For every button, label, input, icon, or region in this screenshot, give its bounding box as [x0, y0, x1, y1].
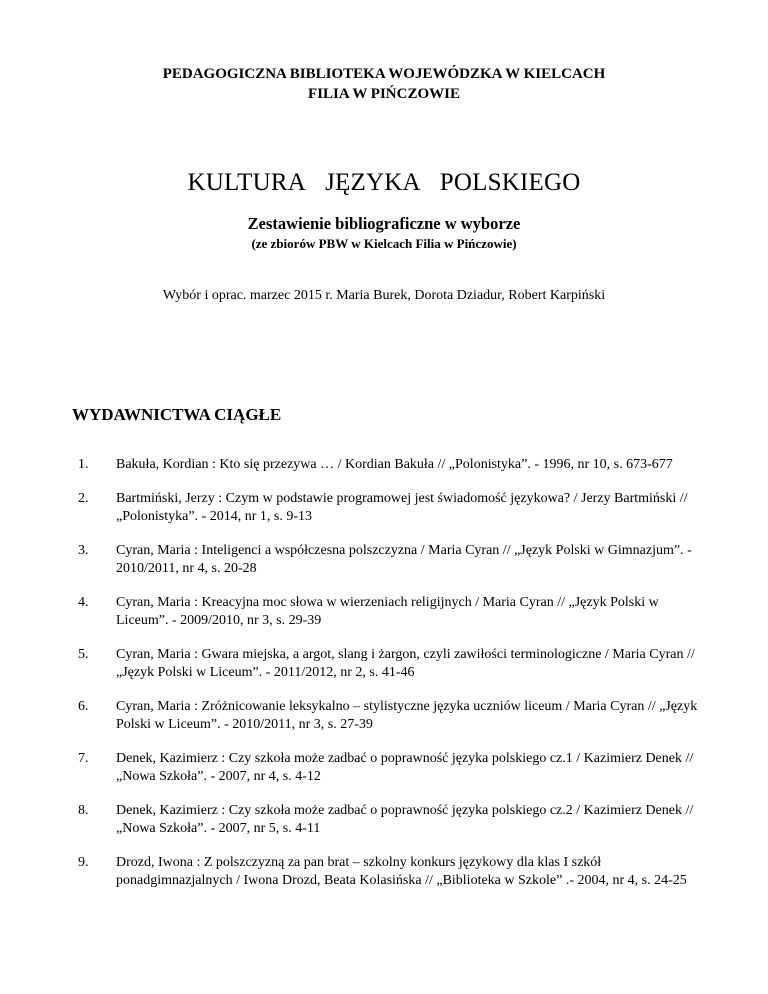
entry-citation: Denek, Kazimierz : Czy szkoła może zadbać o poprawność języka polskiego cz.2 / Kazimierz Denek // „Nowa Szkoła”. - 2007, nr 5, s. 4-11	[116, 803, 694, 836]
bibliography-entry	[78, 490, 698, 526]
bibliography-entry	[78, 456, 698, 474]
bibliography-list	[78, 456, 698, 906]
bibliography-entry	[78, 750, 698, 786]
entry-number: 8.	[78, 803, 89, 818]
bibliography-entry	[78, 802, 698, 838]
section-heading: WYDAWNICTWA CIĄGŁE	[72, 405, 282, 424]
bibliography-entry	[78, 542, 698, 578]
compilers-line: Wybór i oprac. marzec 2015 r. Maria Burek, Dorota Dziadur, Robert Karpiński	[162, 288, 606, 303]
entry-citation: Drozd, Iwona : Z polszczyzną za pan brat – szkolny konkurs językowy dla klas I szkół ponadgimnazjalnych / Iwona Drozd, Beata Kolasińska // „Biblioteka w Szkole” .- 2004, nr 4, s. 24-25	[116, 855, 687, 888]
bibliography-entry	[78, 594, 698, 630]
entry-citation: Cyran, Maria : Inteligenci a współczesna polszczyzna / Maria Cyran // „Język Polski w Gimnazjum”. - 2010/2011, nr 4, s. 20-28	[116, 543, 692, 576]
entry-number: 1.	[78, 457, 89, 472]
bibliography-entry	[78, 646, 698, 682]
library-name: PEDAGOGICZNA BIBLIOTEKA WOJEWÓDZKA W KIELCACH	[162, 66, 606, 82]
entry-number: 7.	[78, 751, 89, 766]
bibliography-entry	[78, 698, 698, 734]
document-subtitle: Zestawienie bibliograficzne w wyborze	[247, 214, 521, 233]
document-title: KULTURA JĘZYKA POLSKIEGO	[187, 169, 581, 196]
entry-citation: Cyran, Maria : Gwara miejska, a argot, slang i żargon, czyli zawiłości terminologiczne / Maria Cyran // „Język Polski w Liceum”. - 2011/2012, nr 2, s. 41-46	[116, 647, 695, 680]
entry-number: 9.	[78, 855, 89, 870]
entry-citation: Bakuła, Kordian : Kto się przezywa … / Kordian Bakuła // „Polonistyka”. - 1996, nr 10, s. 673-677	[116, 457, 673, 472]
entry-citation: Cyran, Maria : Zróżnicowanie leksykalno – stylistyczne języka uczniów liceum / Maria Cyran // „Język Polski w Liceum”. - 2010/2011, nr 3, s. 27-39	[116, 699, 698, 732]
entry-number: 6.	[78, 699, 89, 714]
entry-number: 2.	[78, 491, 89, 506]
entry-citation: Cyran, Maria : Kreacyjna moc słowa w wierzeniach religijnych / Maria Cyran // „Język Polski w Liceum”. - 2009/2010, nr 3, s. 29-39	[116, 595, 659, 628]
entry-citation: Bartmiński, Jerzy : Czym w podstawie programowej jest świadomość językowa? / Jerzy Bartmiński // „Polonistyka”. - 2014, nr 1, s. 9-13	[116, 491, 688, 524]
bibliography-entry	[78, 854, 698, 890]
library-branch: FILIA W PIŃCZOWIE	[308, 86, 460, 102]
entry-number: 3.	[78, 543, 89, 558]
collection-note: (ze zbiorów PBW w Kielcach Filia w Pińczowie)	[251, 236, 517, 251]
entry-number: 4.	[78, 595, 89, 610]
entry-number: 5.	[78, 647, 89, 662]
entry-citation: Denek, Kazimierz : Czy szkoła może zadbać o poprawność języka polskiego cz.1 / Kazimierz Denek // „Nowa Szkoła”. - 2007, nr 4, s. 4-12	[116, 751, 694, 784]
